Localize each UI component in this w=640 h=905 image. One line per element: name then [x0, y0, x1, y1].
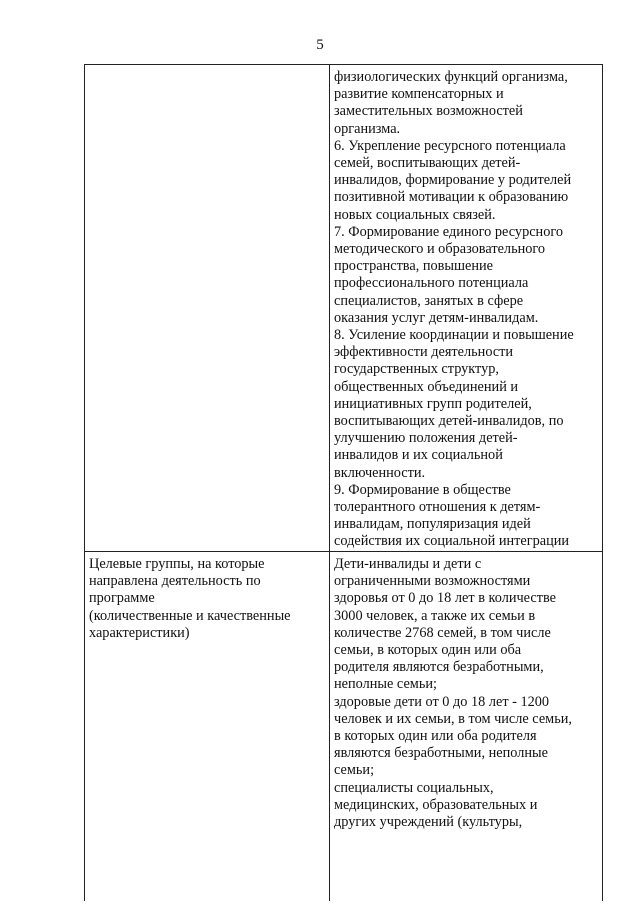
- cell-target-groups-description: [330, 552, 603, 902]
- text-line: методического и образовательного: [334, 241, 546, 258]
- cell-label-empty: [85, 65, 330, 552]
- text-line: здоровья от 0 до 18 лет в количестве: [334, 590, 556, 607]
- text-line: родителя являются безработными,: [334, 659, 544, 676]
- text-line: инициативных групп родителей,: [334, 395, 532, 412]
- text-line: общественных объединений и: [334, 378, 519, 395]
- text-line: медицинских, образовательных и: [334, 796, 538, 813]
- text-line: 8. Усиление координации и повышение: [334, 327, 574, 344]
- text-line: развитие компенсаторных и: [334, 86, 504, 103]
- text-line: Целевые группы, на которые: [89, 556, 265, 572]
- table-row-target-groups: [85, 552, 603, 902]
- text-line: семей, воспитывающих детей-: [334, 155, 521, 172]
- text-line: новых социальных связей.: [334, 206, 496, 223]
- text-line: оказания услуг детям-инвалидам.: [334, 309, 539, 326]
- text-line: эффективности деятельности: [334, 344, 514, 361]
- cell-label-target-groups: [85, 552, 330, 902]
- text-line: Дети-инвалиды и дети с: [334, 556, 482, 572]
- text-line: организма.: [334, 120, 401, 137]
- text-line: семьи, в которых один или оба: [334, 642, 522, 659]
- text-line: улучшению положения детей-: [334, 430, 518, 447]
- text-line: содействия их социальной интеграции: [334, 533, 570, 550]
- text-line: профессионального потенциала: [334, 275, 529, 292]
- text-line: воспитывающих детей-инвалидов, по: [334, 413, 564, 430]
- text-line: других учреждений (культуры,: [334, 814, 523, 831]
- text-line: неполные семьи;: [334, 676, 437, 693]
- text-line: программе: [89, 590, 155, 607]
- text-line: количестве 2768 семей, в том числе: [334, 624, 551, 641]
- text-line: 3000 человек, а также их семьи в: [334, 607, 536, 624]
- text-line: являются безработными, неполные: [334, 745, 548, 762]
- text-line: включенности.: [334, 464, 426, 481]
- text-line: 9. Формирование в обществе: [334, 481, 511, 498]
- text-line: инвалидов, формирование у родителей: [334, 172, 572, 189]
- program-table: [84, 64, 603, 901]
- text-line: семьи;: [334, 762, 375, 779]
- text-line: ограниченными возможностями: [334, 573, 531, 590]
- text-line: государственных структур,: [334, 361, 499, 378]
- text-line: инвалидам, популяризация идей: [334, 516, 531, 533]
- text-line: характеристики): [89, 624, 190, 641]
- text-line: 7. Формирование единого ресурсного: [334, 223, 564, 240]
- text-line: позитивной мотивации к образованию: [334, 189, 569, 206]
- page-number: 5: [316, 37, 324, 53]
- cell-goals-continuation: [330, 65, 603, 552]
- text-line: инвалидов и их социальной: [334, 447, 503, 464]
- text-line: человек и их семьи, в том числе семьи,: [334, 710, 572, 727]
- text-line: в которых один или оба родителя: [334, 728, 537, 745]
- text-line: физиологических функций организма,: [334, 69, 568, 85]
- text-line: направлена деятельность по: [89, 573, 261, 590]
- table-row-continuation: [85, 65, 603, 552]
- text-line: специалистов, занятых в сфере: [334, 292, 524, 309]
- text-line: пространства, повышение: [334, 258, 494, 275]
- text-line: здоровые дети от 0 до 18 лет - 1200: [334, 693, 550, 710]
- text-line: 6. Укрепление ресурсного потенциала: [334, 137, 566, 154]
- text-line: специалисты социальных,: [334, 779, 494, 796]
- text-line: заместительных возможностей: [334, 103, 523, 120]
- text-line: (количественные и качественные: [89, 607, 291, 624]
- text-line: толерантного отношения к детям-: [334, 499, 541, 516]
